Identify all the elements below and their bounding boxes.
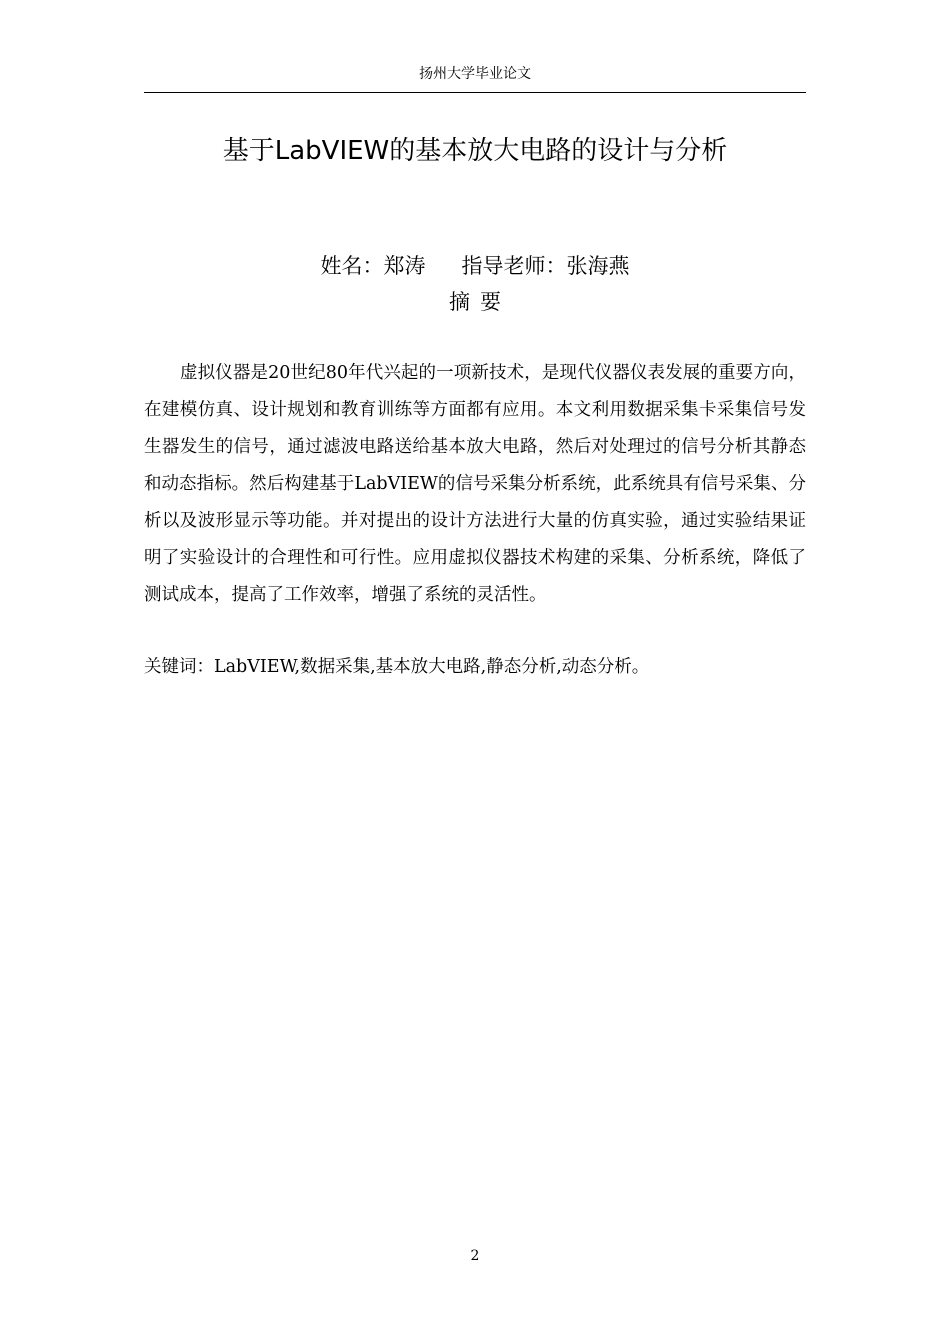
abstract-body: 虚拟仪器是20世纪80年代兴起的一项新技术，是现代仪器仪表发展的重要方向，在建模仿真、设计规划和教育训练等方面都有应用。本文利用数据采集卡采集信号发生器发生的信号，通过滤波电路送给基本放大电路，然后对处理过的信号分析其静态和动态指标。然后构建基于LabVIEW的信号采集分析系统，此系统具有信号采集、分析以及波形显示等功能。并对提出的设计方法进行大量的仿真实验，通过实验结果证明了实验设计的合理性和可行性。应用虚拟仪器技术构建的采集、分析系统，降低了测试成本，提高了工作效率，增强了系统的灵活性。 [144,363,806,605]
author-name-label: 姓名： [320,254,384,278]
keywords-line [144,650,806,684]
advisor-name: 张海燕 [566,254,630,278]
page-number: 2 [470,1248,480,1264]
author-line [0,250,950,282]
keywords-text: LabVIEW,数据采集,基本放大电路,静态分析,动态分析。 [214,657,650,677]
header-divider [144,92,806,93]
keywords-label: 关键词： [144,657,214,677]
advisor-label: 指导老师： [461,254,567,278]
running-header: 扬州大学毕业论文 [419,66,531,82]
abstract-heading: 摘要 [449,290,511,314]
author-name: 郑涛 [383,254,426,278]
thesis-title: 基于LabVIEW的基本放大电路的设计与分析 [222,136,728,166]
